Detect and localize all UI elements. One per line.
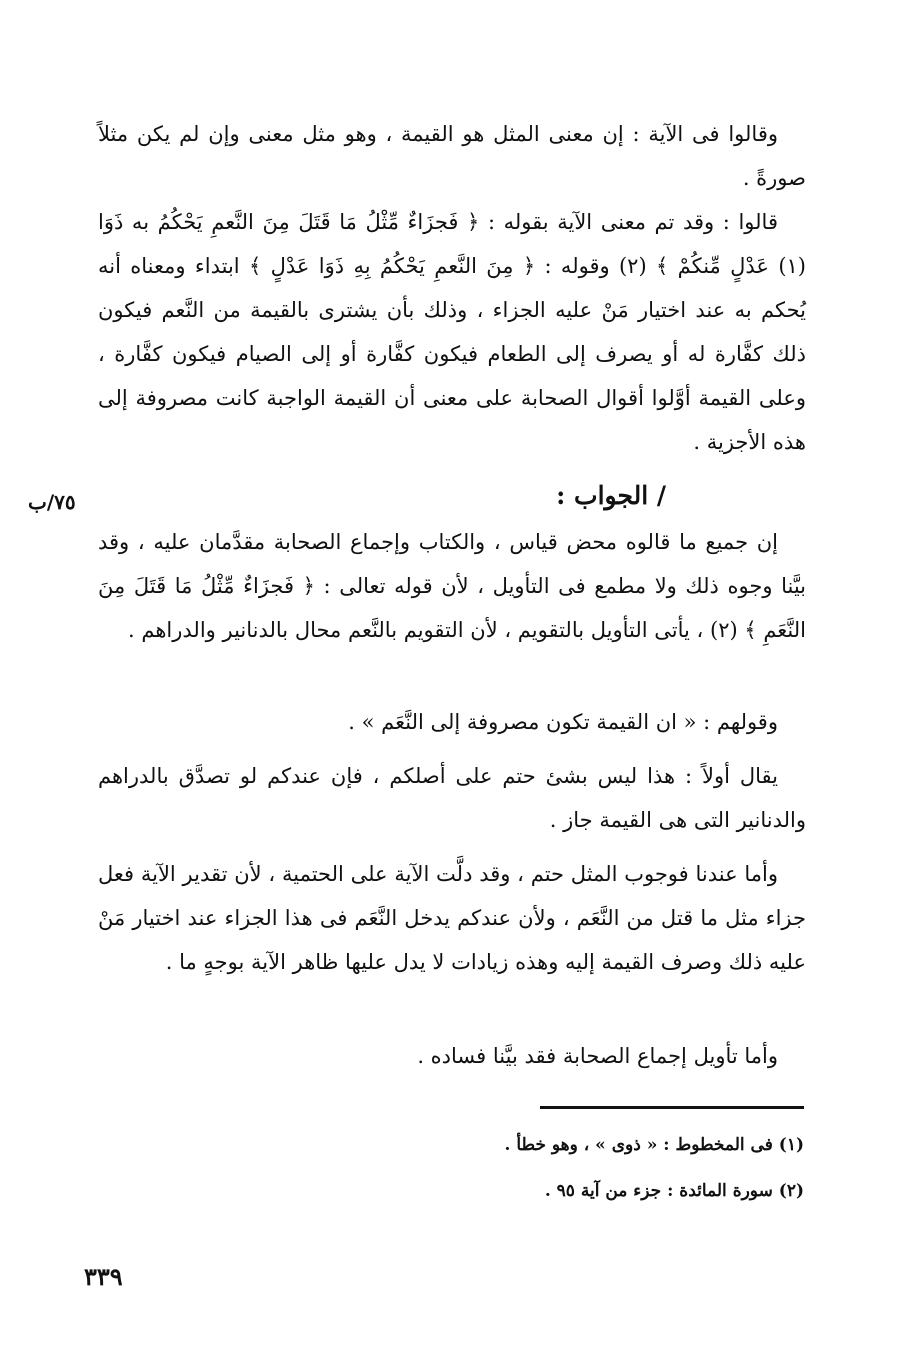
paragraph-2: قالوا : وقد تم معنى الآية بقوله : ﴿ فَجزَاءٌ مِّثْلُ مَا قَتَلَ مِنَ النَّعمِ يَحْكُمُ به ذَوَا (١) عَدْلٍ مِّنكُمْ ﴾ (٢) وقوله : ﴿ مِنَ النَّعمِ يَحْكُمُ بِهِ ذَوَا عَدْلٍ ﴾ ابتداء ومعناه أنه يُحكم به عند اختيار مَنْ عليه الجزاء ، وذلك بأن يشترى بالقيمة من النَّعم فيكون ذلك كفَّارة له أو يصرف إلى الطعام فيكون كفَّارة أو إلى الصيام فيكون كفَّارة ، وعلى القيمة أوَّلوا أقوال الصحابة على معنى أن القيمة الواجبة كانت مصروفة إلى هذه الأجزية . (98, 210, 806, 454)
paragraph-5: يقال أولاً : هذا ليس بشئ حتم على أصلكم ، فإن عندكم لو تصدَّق بالدراهم والدنانير التى هى القيمة جاز . (98, 764, 806, 832)
main-text (98, 0, 806, 1100)
footnote-divider (540, 1106, 804, 1109)
paragraph-7: وأما تأويل إجماع الصحابة فقد بيَّنا فساده . (417, 1044, 778, 1068)
folio-marker: ٧٥/ب (28, 490, 76, 514)
footnote-2: (٢) سورة المائدة : جزء من آية ٩٥ . (544, 1181, 804, 1201)
section-heading: / الجواب : (556, 481, 666, 510)
paragraph-4: وقولهم : « ان القيمة تكون مصروفة إلى النَّعَم » . (348, 710, 778, 734)
paragraph-6: وأما عندنا فوجوب المثل حتم ، وقد دلَّت الآية على الحتمية ، لأن تقدير الآية فعل جزاء مثل ما قتل من النَّعَم ، ولأن عندكم يدخل النَّعَم فى هذا الجزاء عند اختيار مَنْ عليه ذلك وصرف القيمة إليه وهذه زيادات لا يدل عليها ظاهر الآية بوجهٍ ما . (98, 862, 806, 974)
page-number: ٣٣٩ (84, 1262, 123, 1291)
paragraph-1: وقالوا فى الآية : إن معنى المثل هو القيمة ، وهو مثل معنى وإن لم يكن مثلاً صورةً . (98, 122, 806, 190)
footnote-1: (١) فى المخطوط : « ذوى » ، وهو خطأ . (504, 1135, 804, 1155)
paragraph-3: إن جميع ما قالوه محض قياس ، والكتاب وإجماع الصحابة مقدَّمان عليه ، وقد بيَّنا وجوه ذلك ولا مطمع فى التأويل ، لأن قوله تعالى : ﴿ فَجزَاءٌ مِّثْلُ مَا قَتَلَ مِنَ النَّعَمِ ﴾ (٢) ، يأتى التأويل بالتقويم ، لأن التقويم بالنَّعم محال بالدنانير والدراهم . (98, 530, 806, 642)
